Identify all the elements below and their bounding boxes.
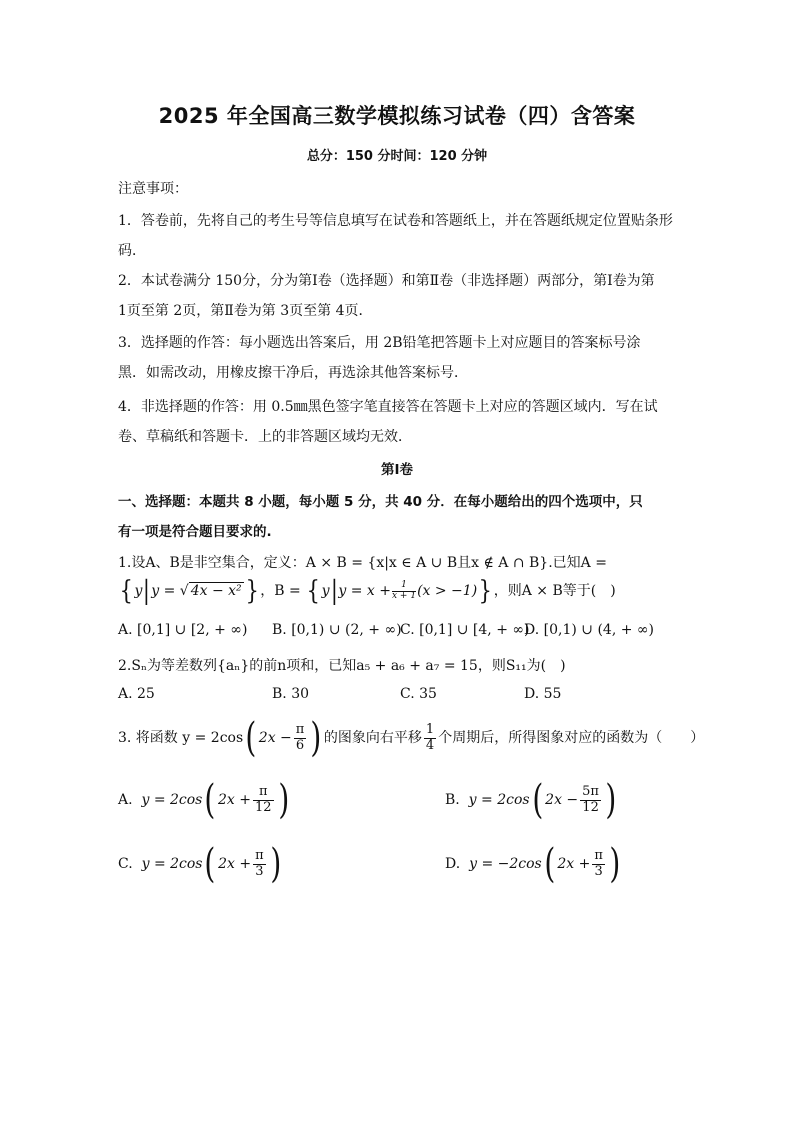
set-b-condition: (x > −1) (417, 583, 478, 599)
question-3-stem: 3. 将函数 y = 2cos( 2x − $\frac{\pi}{6}$ ) 的图象向右平移 $\frac{1}{4}$ 个周期后，所得图象对应的函数为（ ） (118, 715, 705, 761)
q3-option-b-fraction: $\frac{5\pi}{12}$ (582, 784, 599, 815)
notice-item-3a: 3．选择题的作答：每小题选出答案后，用 2B铅笔把答题卡上对应题目的答案标号涂 (118, 335, 641, 351)
notice-item-2b: 1页至第 2页，第Ⅱ卷为第 3页至第 4页． (118, 303, 373, 319)
question-1-sets: { y|y = √ 4x − x² } ，B = { y|y = x + $\frac{1}{x + 1}$ (x > −1)} ，则A × B等于( ) (119, 576, 616, 606)
question-2-stem: 2.Sₙ为等差数列{aₙ}的前n项和，已知a₅ + a₆ + a₇ = 15，则S₁₁为( ) (118, 658, 566, 674)
question-1-stem: 1.设A、B是非空集合，定义：A × B = {x|x ∈ A ∪ B且x ∉ A ∩ B}.已知A = (118, 555, 607, 571)
q3-option-c-fraction: $\frac{\pi}{3}$ (255, 848, 264, 879)
notice-item-4a: 4．非选择题的作答：用 0.5㎜黑色签字笔直接答在答题卡上对应的答题区域内．写在试 (118, 399, 658, 415)
exam-info: 总分：150 分时间：120 分钟 (306, 149, 488, 164)
q3-mid: 的图象向右平移 (323, 730, 422, 746)
q2-option-b[interactable]: B. 30 (272, 686, 310, 702)
notice-item-2a: 2．本试卷满分 150分，分为第Ⅰ卷（选择题）和第Ⅱ卷（非选择题）两部分，第Ⅰ卷为第 (118, 273, 655, 289)
q1-option-b[interactable]: B. [0,1) ∪ (2, + ∞) (272, 622, 402, 638)
question-1-tail: ，则A × B等于( ) (493, 583, 616, 599)
q1-option-d[interactable]: D. [0,1) ∪ (4, + ∞) (524, 622, 655, 638)
q3-option-a[interactable]: A. y = 2cos( 2x + $\frac{\pi}{12}$ ) (118, 777, 289, 823)
q1-option-a[interactable]: A. [0,1] ∪ [2, + ∞) (118, 622, 248, 638)
q3-period-fraction: $\frac{1}{4}$ (425, 722, 435, 753)
set-b-fraction: $\frac{1}{x + 1}$ (391, 580, 417, 601)
q3-option-a-fraction: $\frac{\pi}{12}$ (254, 784, 272, 815)
q1-option-c[interactable]: C. [0,1] ∪ [4, + ∞) (400, 622, 530, 638)
section-heading-1: 一、选择题：本题共 8 小题，每小题 5 分，共 40 分．在每小题给出的四个选项中，只 (118, 494, 643, 510)
set-a-var: y (134, 583, 143, 599)
q3-post: 个周期后，所得图象对应的函数为（ ） (438, 730, 705, 746)
set-a-radicand: 4x − x² (190, 583, 242, 599)
q3-option-c[interactable]: C. y = 2cos( 2x + $\frac{\pi}{3}$ ) (118, 841, 281, 887)
q2-option-a[interactable]: A. 25 (118, 686, 155, 702)
section-heading-2: 有一项是符合题目要求的. (118, 524, 272, 540)
page-title: 2025 年全国高三数学模拟练习试卷（四）含答案 (158, 104, 636, 128)
q3-inner: 2x − (258, 730, 292, 746)
q2-option-d[interactable]: D. 55 (524, 686, 562, 702)
set-b-expr: y = x + (338, 583, 391, 599)
notice-item-3b: 黑．如需改动，用橡皮擦干净后，再选涂其他答案标号． (118, 365, 468, 381)
q3-option-d[interactable]: D. y = −2cos( 2x + $\frac{\pi}{3}$ ) (445, 841, 621, 887)
q3-option-b[interactable]: B. y = 2cos( 2x − $\frac{5\pi}{12}$ ) (445, 777, 617, 823)
part-title: 第Ⅰ卷 (380, 462, 414, 478)
q2-option-c[interactable]: C. 35 (400, 686, 437, 702)
q3-option-d-fraction: $\frac{\pi}{3}$ (594, 848, 603, 879)
notice-heading: 注意事项： (118, 181, 188, 197)
set-b-label: ，B = (260, 583, 301, 599)
notice-item-1b: 码． (118, 243, 146, 259)
notice-item-1a: 1．答卷前，先将自己的考生号等信息填写在试卷和答题纸上，并在答题纸规定位置贴条形 (118, 213, 673, 229)
notice-item-4b: 卷、草稿纸和答题卡．上的非答题区域均无效． (118, 429, 412, 445)
q3-lead: 3. 将函数 y = 2cos (118, 730, 244, 746)
q3-fraction: $\frac{\pi}{6}$ (295, 722, 305, 753)
